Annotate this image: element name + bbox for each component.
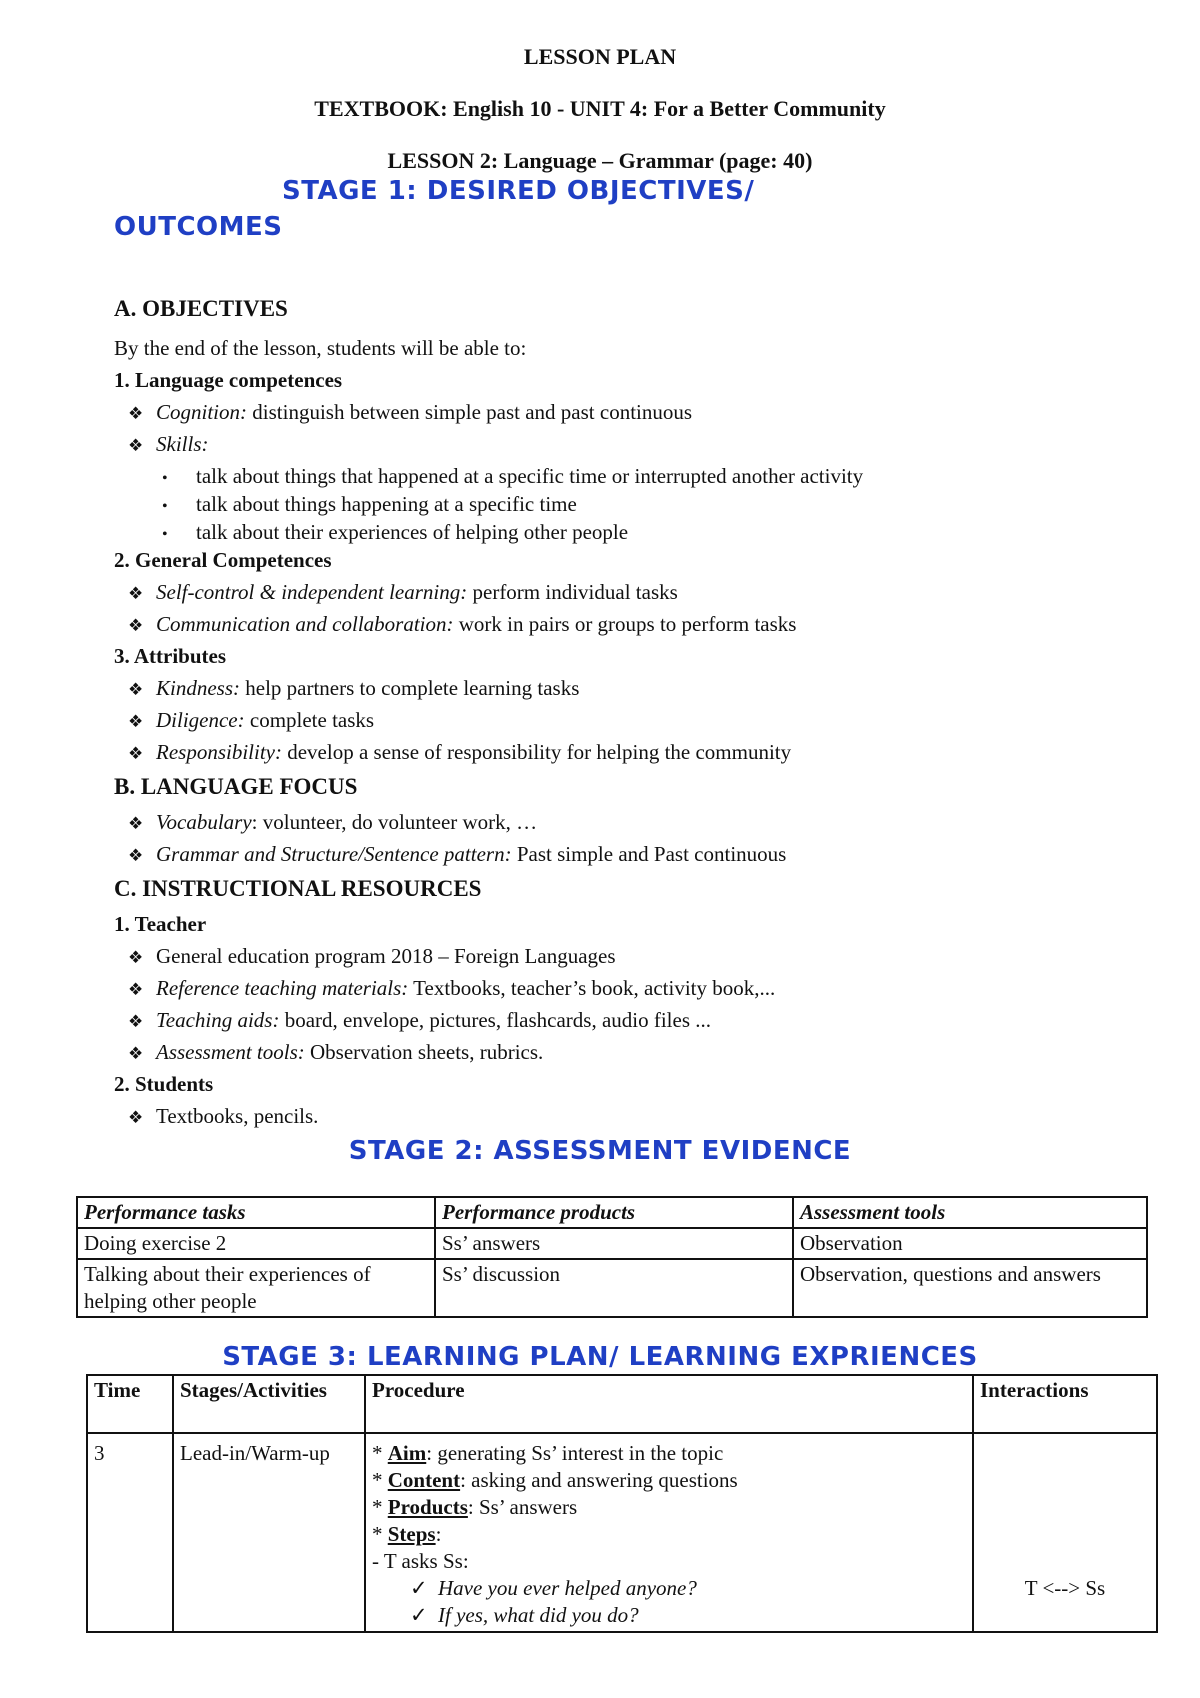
students-heading: 2. Students [114, 1072, 214, 1096]
item-text: develop a sense of responsibility for helping the community [281, 740, 792, 764]
header-performance-products: Performance products [435, 1197, 793, 1228]
item-text: complete tasks [244, 708, 375, 732]
item-label: Grammar and Structure/Sentence pattern: [156, 842, 512, 866]
stage2-title: STAGE 2: ASSESSMENT EVIDENCE [348, 1136, 852, 1166]
table-cell: Talking about their experiences of helping other people [77, 1259, 435, 1317]
interaction-cell: T <--> Ss [973, 1433, 1157, 1632]
question-2 [372, 1602, 966, 1629]
teacher-item-3 [128, 1040, 543, 1065]
steps-label: Steps [387, 1522, 436, 1546]
general-competences-heading: 2. General Competences [114, 548, 332, 572]
diamond-bullet-icon: ❖ [128, 1044, 144, 1063]
skills-label: Skills: [156, 432, 209, 456]
diamond-bullet-icon: ❖ [128, 744, 144, 763]
teacher-heading: 1. Teacher [114, 912, 207, 936]
question-text: If yes, what did you do? [438, 1603, 639, 1627]
item-label: Assessment tools: [156, 1040, 305, 1064]
content-label: Content [387, 1468, 461, 1492]
stage3-title: STAGE 3: LEARNING PLAN/ LEARNING EXPRIENCES [222, 1342, 978, 1372]
item-label: Vocabulary [156, 810, 252, 834]
item-label: Kindness: [156, 676, 240, 700]
question-text: Have you ever helped anyone? [438, 1576, 697, 1600]
header-stages: Stages/Activities [173, 1375, 365, 1433]
item-text: Textbooks, teacher’s book, activity book,... [408, 976, 776, 1000]
lesson-plan-title: LESSON PLAN [523, 44, 677, 69]
diamond-bullet-icon: ❖ [128, 680, 144, 699]
steps-line: * Steps: [372, 1522, 442, 1546]
item-label: Communication and collaboration: [156, 612, 454, 636]
item-label: Diligence: [156, 708, 245, 732]
attribute-item-2 [128, 708, 374, 733]
skill-item-2 [162, 492, 577, 517]
products-label: Products [387, 1495, 468, 1519]
item-text: work in pairs or groups to perform tasks [453, 612, 797, 636]
textbook-line: TEXTBOOK: English 10 - UNIT 4: For a Better Community [314, 96, 886, 121]
item-text: : volunteer, do volunteer work, … [251, 810, 538, 834]
diamond-bullet-icon: ❖ [128, 948, 144, 967]
diamond-bullet-icon: ❖ [128, 616, 144, 635]
item-text: Observation sheets, rubrics. [304, 1040, 544, 1064]
table-header-row [87, 1375, 1157, 1433]
general-competence-item-2 [128, 612, 796, 637]
teacher-item-program [128, 944, 616, 969]
table-cell: Ss’ discussion [435, 1259, 793, 1317]
item-text: board, envelope, pictures, flashcards, audio files ... [279, 1008, 712, 1032]
header-time: Time [87, 1375, 173, 1433]
steps-text: : [435, 1522, 442, 1546]
aim-line: * Aim: generating Ss’ interest in the topic [372, 1441, 724, 1465]
header-performance-tasks: Performance tasks [77, 1197, 435, 1228]
general-competence-item-1 [128, 580, 678, 605]
bullet-icon: • [162, 526, 168, 543]
table-row [77, 1259, 1147, 1317]
bullet-icon: • [162, 498, 168, 515]
skills-item [128, 432, 209, 457]
item-text: perform individual tasks [467, 580, 678, 604]
language-focus-heading: B. LANGUAGE FOCUS [114, 774, 358, 799]
content-text: : asking and answering questions [460, 1468, 738, 1492]
teacher-item-1 [128, 976, 775, 1001]
skill-text: talk about things happening at a specific time [196, 492, 577, 516]
focus-item-2 [128, 842, 786, 867]
stage1-title-line2: OUTCOMES [114, 212, 283, 242]
lesson-line: LESSON 2: Language – Grammar (page: 40) [387, 148, 813, 173]
skill-text: talk about their experiences of helping other people [196, 520, 629, 544]
bullet-icon: • [162, 470, 168, 487]
attribute-item-1 [128, 676, 579, 701]
products-text: : Ss’ answers [467, 1495, 578, 1519]
item-text: Textbooks, pencils. [156, 1104, 319, 1128]
table-cell: Ss’ answers [435, 1228, 793, 1259]
attributes-heading: 3. Attributes [114, 644, 226, 668]
objectives-heading: A. OBJECTIVES [114, 296, 288, 321]
teacher-item-2 [128, 1008, 711, 1033]
item-label: Responsibility: [156, 740, 282, 764]
skill-item-1 [162, 464, 863, 489]
header-interactions: Interactions [973, 1375, 1157, 1433]
checkmark-icon: ✓ [410, 1603, 428, 1627]
cognition-label: Cognition: [156, 400, 248, 424]
table-header-row [77, 1197, 1147, 1228]
question-1 [372, 1575, 966, 1602]
cognition-text: distinguish between simple past and past continuous [247, 400, 693, 424]
stage1-title-line1: STAGE 1: DESIRED OBJECTIVES/ [282, 176, 755, 206]
diamond-bullet-icon: ❖ [128, 1012, 144, 1031]
learning-plan-table [86, 1374, 1158, 1633]
teacher-asks-line: - T asks Ss: [372, 1549, 469, 1573]
diamond-bullet-icon: ❖ [128, 712, 144, 731]
aim-label: Aim [387, 1441, 427, 1465]
assessment-table [76, 1196, 1148, 1318]
header-procedure: Procedure [365, 1375, 973, 1433]
objectives-intro: By the end of the lesson, students will be able to: [114, 336, 527, 360]
content-line: * Content: asking and answering questions [372, 1468, 738, 1492]
skill-text: talk about things that happened at a specific time or interrupted another activity [196, 464, 864, 488]
procedure-cell [365, 1433, 973, 1632]
table-row [87, 1433, 1157, 1632]
instructional-resources-heading: C. INSTRUCTIONAL RESOURCES [114, 876, 482, 901]
skill-item-3 [162, 520, 628, 545]
table-cell: Observation [793, 1228, 1147, 1259]
table-row [77, 1228, 1147, 1259]
item-label: Reference teaching materials: [156, 976, 409, 1000]
products-line: * Products: Ss’ answers [372, 1495, 578, 1519]
table-cell: Doing exercise 2 [77, 1228, 435, 1259]
item-text: General education program 2018 – Foreign Languages [156, 944, 616, 968]
item-label: Self-control & independent learning: [156, 580, 468, 604]
checkmark-icon: ✓ [410, 1576, 428, 1600]
cognition-item [128, 400, 692, 425]
diamond-bullet-icon: ❖ [128, 436, 144, 455]
diamond-bullet-icon: ❖ [128, 814, 144, 833]
item-text: help partners to complete learning tasks [240, 676, 580, 700]
table-cell: Observation, questions and answers [793, 1259, 1147, 1317]
language-competences-heading: 1. Language competences [114, 368, 343, 392]
focus-item-1 [128, 810, 537, 835]
stage-cell: Lead-in/Warm-up [173, 1433, 365, 1632]
header-assessment-tools: Assessment tools [793, 1197, 1147, 1228]
diamond-bullet-icon: ❖ [128, 584, 144, 603]
diamond-bullet-icon: ❖ [128, 980, 144, 999]
students-item [128, 1104, 318, 1129]
time-cell: 3 [87, 1433, 173, 1632]
diamond-bullet-icon: ❖ [128, 404, 144, 423]
diamond-bullet-icon: ❖ [128, 846, 144, 865]
diamond-bullet-icon: ❖ [128, 1108, 144, 1127]
attribute-item-3 [128, 740, 791, 765]
item-label: Teaching aids: [156, 1008, 280, 1032]
item-text: Past simple and Past continuous [511, 842, 787, 866]
aim-text: : generating Ss’ interest in the topic [426, 1441, 724, 1465]
